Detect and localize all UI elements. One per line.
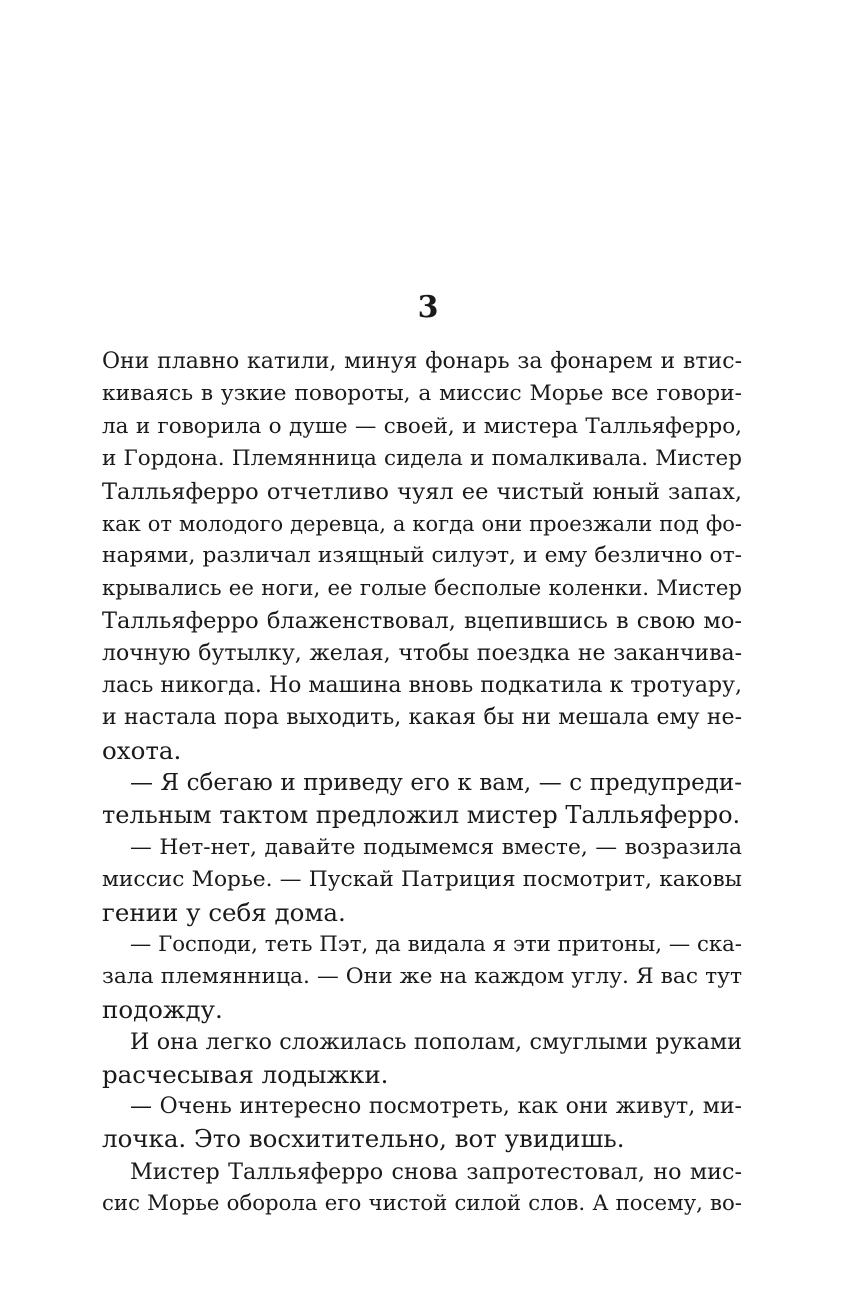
text-line: киваясь в узкие повороты, а миссис Морье все говори- [102,381,742,407]
text-line: как от молодого деревца, а когда они проезжали под фо- [102,511,742,536]
body-text [102,346,742,1221]
text-line: миссис Морье. — Пускай Патриция посмотрит, каковы [102,867,742,893]
text-line: тельным тактом предложил мистер Талльяферро. [102,801,741,830]
text-line: нарями, различал изящный силуэт, и ему безлично от- [102,543,742,569]
text-line: сис Морье оборола его чистой силой слов. А посему, во- [102,1191,742,1217]
text-line: — Очень интересно посмотреть, как они живут, ми- [130,1093,742,1119]
text-line: лочную бутылку, желая, чтобы поездка не заканчива- [102,640,742,666]
text-line: И она легко сложилась пополам, смуглыми руками [130,1029,742,1056]
text-line: ла и говорила о душе — своей, и мистера Талльяферро, [102,413,742,439]
text-line: и Гордона. Племянница сидела и помалкивала. Мистер [102,446,742,472]
text-line: Они плавно катили, минуя фонарь за фонарем и втис- [102,349,742,374]
chapter-number: 3 [417,290,439,325]
text-line: зала племянница. — Они же на каждом углу. Я вас тут [102,964,742,990]
text-line: Мистер Талльяферро снова запротестовал, но мис- [130,1158,742,1185]
text-line: — Нет-нет, давайте подымемся вместе, — возразила [130,834,742,860]
text-line: подожду. [102,994,223,1024]
text-line: охота. [102,735,182,765]
text-line: — Я сбегаю и приведу его к вам, — с предупреди- [130,770,742,797]
text-line: крывались ее ноги, ее голые бесполые коленки. Мистер [102,575,742,601]
text-line: гении у себя дома. [102,897,346,927]
text-line: лочка. Это восхитительно, вот увидишь. [102,1124,625,1154]
text-line: — Господи, теть Пэт, да видала я эти притоны, — ска- [130,932,742,958]
text-line: Талльяферро блаженствовал, вцепившись в свою мо- [102,608,742,635]
text-line: расчесывая лодыжки. [102,1059,389,1089]
text-line: и настала пора выходить, какая бы ни мешала ему не- [102,705,742,731]
text-line: Талльяферро отчетливо чуял ее чистый юный запах, [102,478,742,505]
text-line: лась никогда. Но машина вновь подкатила к тротуару, [102,672,742,698]
